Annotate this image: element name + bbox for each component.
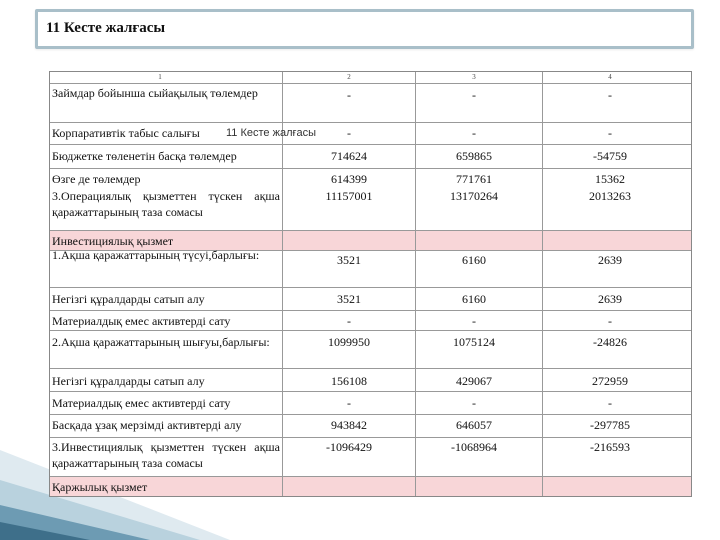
cell-value: 2639 (598, 292, 622, 306)
cell-value: - (608, 126, 612, 140)
row-label: Материалдық емес активтерді сату (52, 396, 231, 410)
cell-value: - (472, 126, 476, 140)
row-label: Корпаративтік табыс салығы (52, 126, 200, 140)
row-label: Басқада ұзақ мерзімді активтерді алу (52, 418, 242, 432)
cell-value: 13170264 (450, 189, 498, 203)
data-table (49, 71, 692, 497)
cell-value: -54759 (593, 149, 627, 163)
page-title: 11 Кесте жалғасы (46, 20, 166, 36)
cell-value: - (608, 396, 612, 410)
cell-value: - (347, 88, 351, 102)
cell-value: - (472, 314, 476, 328)
cell-value: - (347, 126, 351, 140)
row-label: Материалдық емес активтерді сату (52, 314, 231, 328)
row-label: 2.Ақша қаражаттарының шығуы,барлығы: (52, 335, 270, 349)
column-divider (542, 72, 543, 496)
section-heading: Қаржылық қызмет (52, 480, 148, 494)
cell-value: 15362 (595, 172, 625, 186)
row-label: 3.Инвестициялық қызметтен түскен ақша қаражаттарының таза сомасы (52, 440, 280, 470)
row-divider (50, 144, 691, 145)
cell-value: 646057 (456, 418, 492, 432)
cell-value: -297785 (590, 418, 630, 432)
cell-value: - (608, 88, 612, 102)
cell-value: 3521 (337, 253, 361, 267)
row-divider (50, 330, 691, 331)
header-col-1: 1 (158, 73, 162, 81)
row-divider (50, 287, 691, 288)
cell-value: 156108 (331, 374, 367, 388)
row-label: Негізгі құралдарды сатып алу (52, 374, 205, 388)
cell-value: 714624 (331, 149, 367, 163)
header-col-3: 3 (472, 73, 476, 81)
cell-value: - (608, 314, 612, 328)
cell-value: 2013263 (589, 189, 631, 203)
cell-value: 272959 (592, 374, 628, 388)
title-box (35, 9, 694, 49)
cell-value: 1075124 (453, 335, 495, 349)
row-divider (50, 230, 691, 231)
cell-value: 771761 (456, 172, 492, 186)
cell-value: - (347, 396, 351, 410)
header-col-2: 2 (347, 73, 351, 81)
row-label: Бюджетке төленетін басқа төлемдер (52, 149, 237, 163)
cell-value: 2639 (598, 253, 622, 267)
cell-value: 11157001 (325, 189, 373, 203)
row-label: 1.Ақша қаражаттарының түсуі,барлығы: (52, 248, 260, 262)
cell-value: 6160 (462, 253, 486, 267)
row-divider (50, 310, 691, 311)
cell-value: 3521 (337, 292, 361, 306)
cell-value: -1096429 (326, 440, 372, 454)
cell-value: 6160 (462, 292, 486, 306)
cell-value: -24826 (593, 335, 627, 349)
overlay-caption: 11 Кесте жалғасы (226, 127, 317, 139)
header-col-4: 4 (608, 73, 612, 81)
row-divider (50, 391, 691, 392)
row-divider (50, 122, 691, 123)
row-label: Өзге де төлемдер (52, 172, 141, 186)
cell-value: 614399 (331, 172, 367, 186)
row-divider (50, 437, 691, 438)
row-divider (50, 83, 691, 84)
row-divider (50, 414, 691, 415)
row-divider (50, 168, 691, 169)
row-label: 3.Операциялық қызметтен түскен ақша қаражаттарының таза сомасы (52, 189, 280, 219)
cell-value: - (347, 314, 351, 328)
section-heading: Инвестициялық қызмет (52, 234, 174, 248)
cell-value: -1068964 (451, 440, 497, 454)
cell-value: - (472, 88, 476, 102)
row-divider (50, 476, 691, 477)
cell-value: - (472, 396, 476, 410)
row-label: Займдар бойынша сыйақылық төлемдер (52, 86, 258, 100)
row-divider (50, 368, 691, 369)
cell-value: 429067 (456, 374, 492, 388)
cell-value: 1099950 (328, 335, 370, 349)
cell-value: 659865 (456, 149, 492, 163)
cell-value: -216593 (590, 440, 630, 454)
cell-value: 943842 (331, 418, 367, 432)
row-label: Негізгі құралдарды сатып алу (52, 292, 205, 306)
